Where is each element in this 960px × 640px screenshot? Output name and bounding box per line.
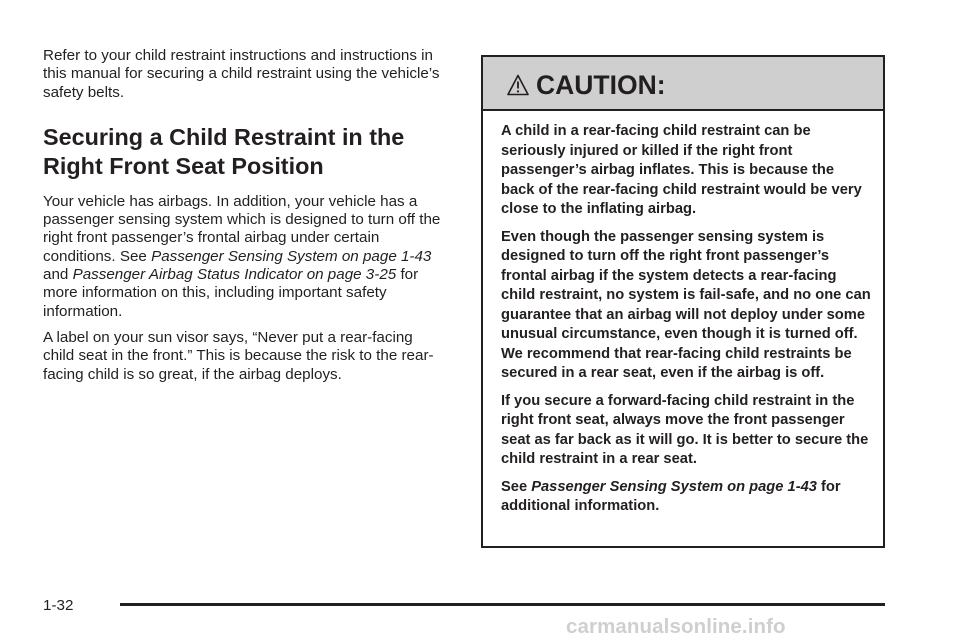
caution-see-tail: for additional information. (501, 478, 841, 514)
watermark: carmanualsonline.info (566, 615, 786, 638)
warning-triangle-icon (507, 74, 529, 96)
airbag-text-a: Your vehicle has airbags. In addition, your vehicle has a passenger sensing system which is designed to turn off the right front passenger’s frontal airbag under certain conditions. See (43, 192, 441, 265)
caution-paragraph-4 (501, 478, 871, 517)
airbag-text-b: and (43, 266, 73, 284)
section-title-line2: Right Front Seat Position (43, 153, 324, 180)
caution-paragraph-2: Even though the passenger sensing system is designed to turn off the right front passenger’s frontal airbag if the system detects a rear-facing child restraint, no system is fail-safe, and no one can guarantee that an airbag will not deploy under some unusual circumstance, even though it is turned off. We recommend that rear-facing child restraints be secured in a rear seat, even if the airbag is off. (501, 228, 871, 381)
caution-body (483, 111, 883, 517)
caution-title: CAUTION: (536, 70, 666, 100)
caution-header (483, 57, 883, 111)
caution-paragraph-3: If you secure a forward-facing child restraint in the right front seat, always move the front passenger seat as far back as it will go. It is better to secure the child restraint in a rear seat. (501, 392, 869, 467)
footer-rule (120, 603, 885, 606)
caution-paragraph-1: A child in a rear-facing child restraint can be seriously injured or killed if the right front passenger’s airbag inflates. This is because the back of the rear-facing child restraint would be very close to the inflating airbag. (501, 123, 862, 217)
status-indicator-link[interactable]: Passenger Airbag Status Indicator on page 3-25 (72, 266, 397, 284)
airbag-text-c: for more information on this, including important safety information. (43, 266, 419, 320)
airbag-paragraph (43, 193, 443, 321)
left-column (43, 47, 443, 392)
passenger-sensing-link[interactable]: Passenger Sensing System on page 1-43 (151, 247, 432, 265)
section-title-line1: Securing a Child Restraint in the (43, 123, 405, 150)
section-title (43, 123, 443, 182)
caution-sensing-link[interactable]: Passenger Sensing System on page 1-43 (531, 478, 817, 495)
page-number: 1-32 (43, 597, 74, 614)
sun-visor-paragraph: A label on your sun visor says, “Never put a rear-facing child seat in the front.” This is because the risk to the rear-facing child is so great, if the airbag deploys. (43, 328, 434, 383)
caution-see-text: See (501, 478, 532, 495)
caution-box (481, 55, 885, 548)
intro-paragraph: Refer to your child restraint instructions and instructions in this manual for securing a child restraint using the vehicle’s safety belts. (43, 47, 440, 101)
